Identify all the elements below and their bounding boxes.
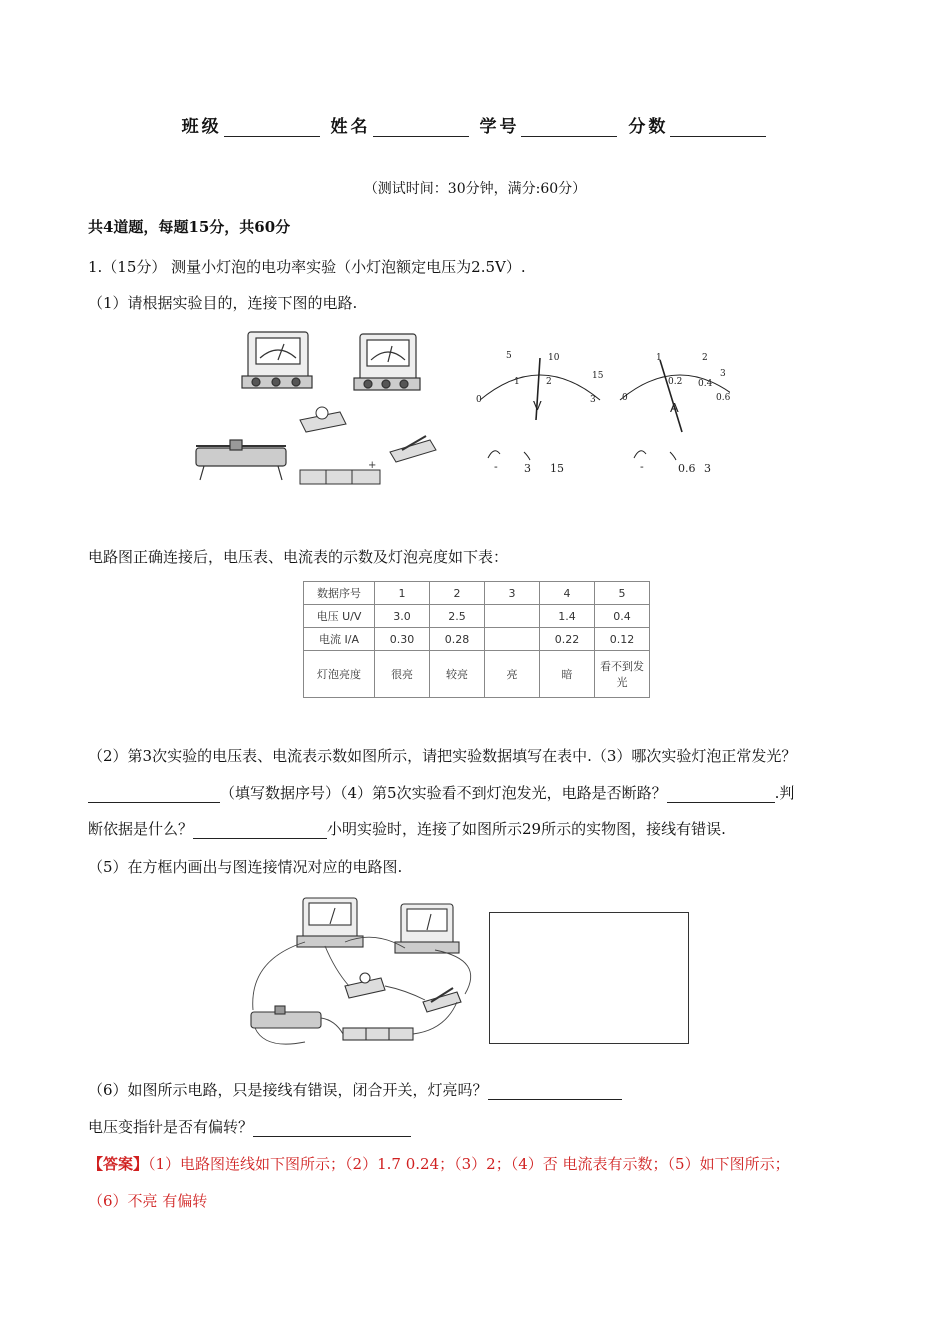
answer-blank-4-reason[interactable] <box>193 822 327 839</box>
svg-text:-: - <box>640 460 644 473</box>
svg-text:15: 15 <box>592 371 604 381</box>
svg-text:3: 3 <box>524 462 531 475</box>
cell-current-3[interactable] <box>485 628 540 651</box>
answer-line-1: 【答案】（1）电路图连线如下图所示；（2）1.7 0.24；（3）2；（4）否 电流表有示数；（5）如下图所示； <box>88 1155 790 1173</box>
apparatus-figure-1 <box>190 320 730 495</box>
field-id-label: 学号 <box>479 117 520 137</box>
question-1-part-6: （6）如图所示电路，只是接线有错误，闭合开关，灯亮吗？ <box>88 1079 622 1100</box>
svg-text:15: 15 <box>550 462 564 475</box>
voltmeter-symbol: V <box>533 398 542 413</box>
switch-icon <box>390 436 436 462</box>
bulb-holder-icon <box>300 407 346 432</box>
svg-text:10: 10 <box>548 353 560 363</box>
answer-line-2: （6）不亮 有偏转 <box>88 1192 208 1210</box>
svg-text:1: 1 <box>656 353 662 363</box>
circuit-diagram-answer-box[interactable] <box>489 912 689 1044</box>
rheostat-icon <box>196 440 286 480</box>
answer-blank-6b[interactable] <box>253 1120 411 1137</box>
svg-text:+: + <box>368 460 377 471</box>
cell-voltage-3[interactable] <box>485 605 540 628</box>
student-info-header <box>0 112 950 137</box>
svg-text:5: 5 <box>506 351 512 361</box>
ammeter-symbol: A <box>670 400 679 415</box>
field-id-blank[interactable] <box>521 118 617 137</box>
data-table-wrap <box>303 581 650 698</box>
ammeter-device-icon <box>354 334 420 390</box>
answer-label: 【答案】 <box>88 1155 149 1173</box>
svg-text:3: 3 <box>704 462 711 475</box>
wired-apparatus-drawing <box>245 890 485 1052</box>
question-1-part-3-4: （填写数据序号）（4）第5次实验看不到灯泡发光，电路是否断路？ .判 <box>88 782 794 803</box>
question-1-part-2-3: （2）第3次实验的电压表、电流表示数如图所示，请把实验数据填写在表中.（3）哪次实验灯泡正常发光？ <box>88 747 797 765</box>
data-table <box>303 581 650 698</box>
question-1-part-4-reason: 断依据是什么？ 小明实验时，连接了如图所示29所示的实物图，接线有错误. <box>88 820 726 838</box>
bulb-holder-icon <box>345 973 385 998</box>
svg-text:2: 2 <box>546 377 552 387</box>
rheostat-icon <box>251 1006 321 1028</box>
section-heading: 共4道题，每题15分，共60分 <box>88 218 291 236</box>
answer-blank-3[interactable] <box>88 786 220 803</box>
ammeter-dial <box>620 353 730 475</box>
svg-text:1: 1 <box>514 377 520 387</box>
svg-text:3: 3 <box>590 395 596 405</box>
svg-text:2: 2 <box>702 353 708 363</box>
field-name-label: 姓名 <box>330 117 371 137</box>
battery-pack-icon <box>300 460 380 484</box>
question-1-part-1: （1）请根据实验目的，连接下图的电路. <box>88 294 358 312</box>
field-score-label: 分数 <box>628 117 669 137</box>
after-connect-text: 电路图正确连接后，电压表、电流表的示数及灯泡亮度如下表： <box>88 548 509 566</box>
voltmeter-device-icon <box>242 332 312 388</box>
field-name-blank[interactable] <box>373 118 469 137</box>
table-row: 电流 I/A 0.30 0.28 0.22 0.12 <box>304 628 650 651</box>
question-1-part-5: （5）在方框内画出与图连接情况对应的电路图. <box>88 858 403 876</box>
svg-text:0.2: 0.2 <box>668 377 683 387</box>
svg-text:0: 0 <box>476 395 482 405</box>
question-1-part-6b: 电压变指针是否有偏转？ <box>88 1116 411 1137</box>
svg-text:0.6: 0.6 <box>678 462 696 475</box>
answer-blank-6a[interactable] <box>488 1083 622 1100</box>
table-row: 电压 U/V 3.0 2.5 1.4 0.4 <box>304 605 650 628</box>
voltmeter-dial <box>476 351 604 475</box>
question-1-title: 1.（15分） 测量小灯泡的电功率实验（小灯泡额定电压为2.5V）. <box>88 258 526 276</box>
table-row: 灯泡亮度 很亮 较亮 亮 暗 看不到发光 <box>304 651 650 698</box>
svg-text:0.4: 0.4 <box>698 379 713 389</box>
svg-text:0: 0 <box>622 393 628 403</box>
battery-pack-icon <box>343 1028 413 1040</box>
ammeter-device-icon <box>395 904 459 953</box>
svg-text:3: 3 <box>720 369 726 379</box>
apparatus-figure-2 <box>245 890 485 1052</box>
answer-blank-4[interactable] <box>667 786 775 803</box>
switch-icon <box>423 988 461 1012</box>
field-score-blank[interactable] <box>670 118 766 137</box>
field-class-label: 班级 <box>181 117 222 137</box>
svg-text:-: - <box>494 460 498 473</box>
field-class-blank[interactable] <box>224 118 320 137</box>
apparatus-drawing <box>190 320 730 495</box>
svg-text:0.6: 0.6 <box>716 393 730 403</box>
table-header-row: 数据序号 1 2 3 4 5 <box>304 582 650 605</box>
test-time-note: （测试时间：30分钟，满分:60分） <box>363 181 587 197</box>
